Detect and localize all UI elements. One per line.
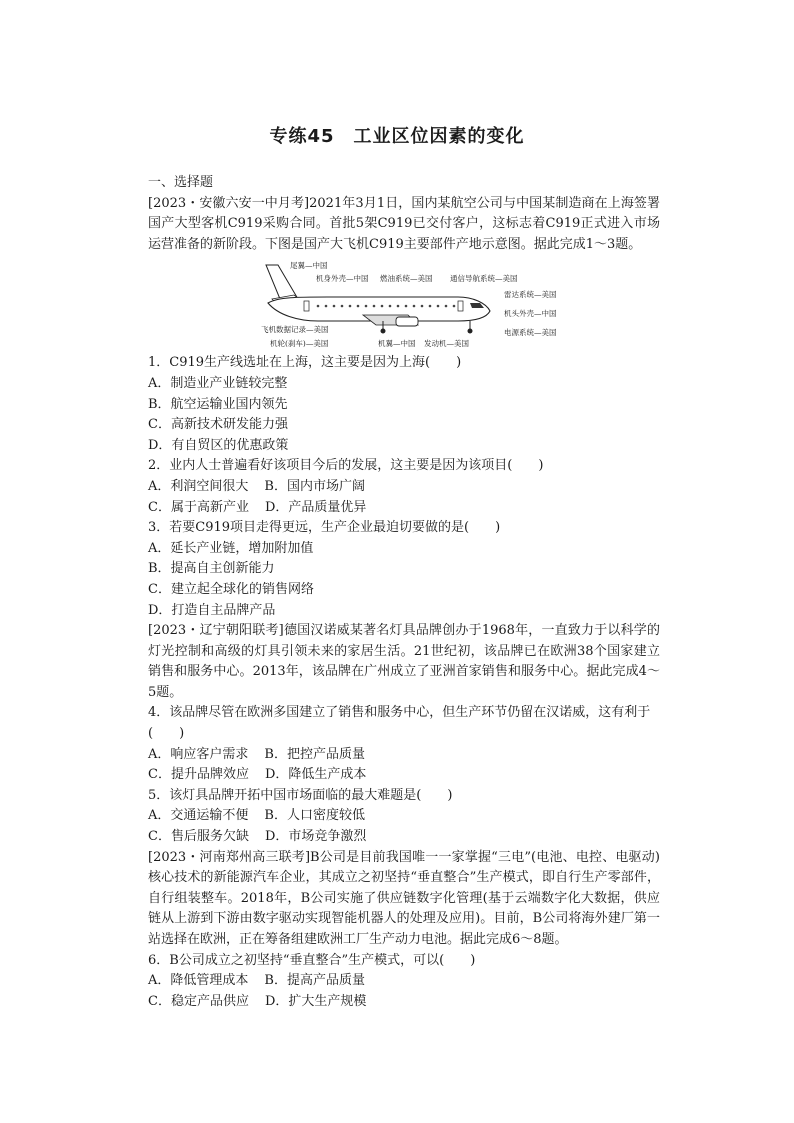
question-3-option-d[interactable]: D．打造自主品牌产品: [148, 602, 276, 618]
question-5-option-a[interactable]: A．交通运输不便: [148, 808, 249, 824]
question-3-stem: 3．若要C919项目走得更远，生产企业最迫切要做的是( ): [148, 520, 501, 536]
question-2-options-row-1: [148, 477, 660, 498]
document-body: [148, 173, 660, 1012]
question-1-option-d[interactable]: D．有自贸区的优惠政策: [148, 437, 289, 453]
question-1-stem: 1．C919生产线选址在上海，这主要是因为上海( ): [148, 355, 462, 371]
question-5-option-d[interactable]: D．市场竞争激烈: [264, 829, 367, 845]
passage-2: [2023・辽宁朝阳联考]德国汉诺威某著名灯具品牌创办于1968年，一直致力于以科学的灯光控制和高级的灯具引领未来的家居生活。21世纪初，该品牌已在欧洲38个国家建立销售和服务中心。2013年，该品牌在广州成立了亚洲首家销售和服务中心。据此完成4～5题。: [148, 623, 660, 700]
question-3-option-a[interactable]: A．延长产业链，增加附加值: [148, 540, 314, 556]
section-heading: 一、选择题: [148, 175, 214, 190]
question-6-option-d[interactable]: D．扩大生产规模: [264, 993, 367, 1009]
question-2-option-a[interactable]: A．利润空间很大: [148, 478, 249, 494]
label-power: 电源系统—美国: [504, 328, 557, 338]
label-wheels: 机轮(刹车)—美国: [270, 339, 329, 349]
page-title: 专练45 工业区位因素的变化: [269, 126, 525, 147]
passage-3: [2023・河南郑州高三联考]B公司是目前我国唯一一家掌握“三电”(电池、电控、电驱动)核心技术的新能源汽车企业，其成立之初坚持“垂直整合”生产模式，即自行生产零部件，自行组装整车。2018年，B公司实施了供应链数字化管理(基于云端数字化大数据，供应链从上游到下游由数字驱动实现智能机器人的处理及应用)。目前，B公司将海外建厂第一站选择在欧洲，正在筹备组建欧洲工厂生产动力电池。据此完成6～8题。: [148, 849, 660, 947]
question-6-stem: 6．B公司成立之初坚持“垂直整合”生产模式，可以( ): [148, 952, 476, 968]
question-1-option-a[interactable]: A．制造业产业链较完整: [148, 375, 288, 391]
label-recorder: 飞机数据记录—美国: [261, 325, 329, 335]
label-wing: 机翼—中国: [378, 339, 416, 349]
question-4-option-c[interactable]: C．提升品牌效应: [148, 767, 249, 783]
question-3-option-b[interactable]: B．提高自主创新能力: [148, 561, 275, 577]
passage-1: [2023・安徽六安一中月考]2021年3月1日，国内某航空公司与中国某制造商在上海签署国产大型客机C919采购合同。首批5架C919已交付客户，这标志着C919正式进入市场运营准备的新阶段。下图是国产大飞机C919主要部件产地示意图。据此完成1～3题。: [148, 195, 660, 252]
question-1-option-c[interactable]: C．高新技术研发能力强: [148, 417, 288, 433]
label-comm: 通信导航系统—美国: [450, 274, 518, 284]
question-5-options-row-1: [148, 806, 660, 827]
aircraft-illustration: [258, 259, 498, 349]
question-2-options-row-2: [148, 498, 660, 519]
label-fuselage: 机身外壳—中国: [316, 274, 369, 284]
label-tail: 尾翼—中国: [290, 261, 328, 271]
label-radar: 雷达系统—美国: [504, 290, 557, 300]
label-fuel: 燃油系统—美国: [380, 274, 433, 284]
aircraft-figure: [148, 259, 660, 351]
question-2-option-d[interactable]: D．产品质量优异: [264, 499, 367, 515]
question-3-option-c[interactable]: C．建立起全球化的销售网络: [148, 581, 314, 597]
question-4-option-a[interactable]: A．响应客户需求: [148, 746, 249, 762]
question-6-options-row-1: [148, 971, 660, 992]
question-4-option-d[interactable]: D．降低生产成本: [264, 767, 367, 783]
label-nose: 机头外壳—中国: [504, 309, 557, 319]
question-6-option-c[interactable]: C．稳定产品供应: [148, 993, 249, 1009]
question-2-option-b[interactable]: B．国内市场广阔: [264, 478, 365, 494]
question-5-stem: 5．该灯具品牌开拓中国市场面临的最大难题是( ): [148, 787, 453, 803]
question-5-option-c[interactable]: C．售后服务欠缺: [148, 829, 249, 845]
question-1-option-b[interactable]: B．航空运输业国内领先: [148, 396, 288, 412]
question-5-options-row-2: [148, 827, 660, 848]
question-2-stem: 2．业内人士普遍看好该项目今后的发展，这主要是因为该项目( ): [148, 458, 544, 474]
question-5-option-b[interactable]: B．人口密度较低: [264, 808, 365, 824]
question-6-option-a[interactable]: A．降低管理成本: [148, 973, 249, 989]
question-6-option-b[interactable]: B．提高产品质量: [264, 973, 365, 989]
question-4-stem: 4．该品牌尽管在欧洲多国建立了销售和服务中心，但生产环节仍留在汉诺威，这有利于( ): [148, 705, 651, 742]
question-4-options-row-1: [148, 745, 660, 766]
question-4-options-row-2: [148, 765, 660, 786]
question-4-option-b[interactable]: B．把控产品质量: [264, 746, 365, 762]
question-2-option-c[interactable]: C．属于高新产业: [148, 499, 249, 515]
question-6-options-row-2: [148, 992, 660, 1013]
label-engine: 发动机—美国: [424, 339, 469, 349]
